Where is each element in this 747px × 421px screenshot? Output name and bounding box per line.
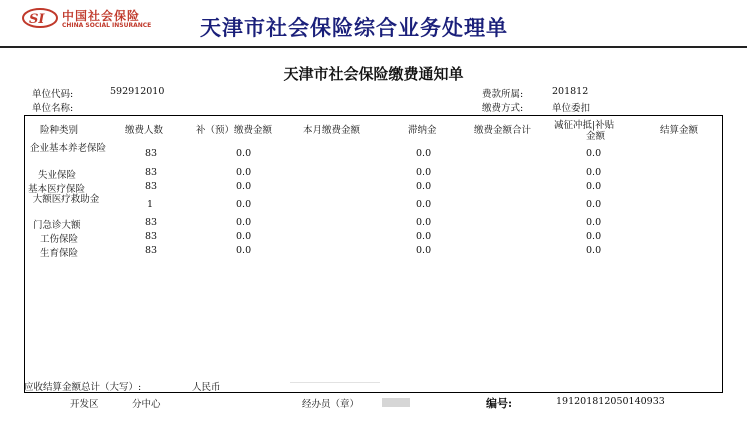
row-prepaid: 0.0 — [236, 245, 252, 256]
svg-text:SI: SI — [29, 12, 45, 27]
row-deduct: 0.0 — [586, 217, 602, 228]
row-headcount: 83 — [145, 231, 158, 242]
col-header-prepaid: 补（预）缴费金额 — [196, 125, 273, 136]
row-deduct: 0.0 — [586, 167, 602, 178]
row-headcount: 83 — [145, 167, 158, 178]
row-late-fee: 0.0 — [416, 245, 432, 256]
col-header-headcount: 缴费人数 — [125, 125, 164, 136]
row-prepaid: 0.0 — [236, 231, 252, 242]
payment-table — [24, 115, 723, 393]
row-deduct: 0.0 — [586, 231, 602, 242]
row-prepaid: 0.0 — [236, 199, 252, 210]
row-deduct: 0.0 — [586, 245, 602, 256]
row-category: 大额医疗救助金 — [32, 194, 100, 205]
row-late-fee: 0.0 — [416, 199, 432, 210]
row-late-fee: 0.0 — [416, 181, 432, 192]
operator-stamp-faded — [382, 398, 410, 407]
row-category: 门急诊大额 — [33, 220, 81, 231]
row-category: 基本医疗保险 — [28, 184, 86, 195]
col-header-current: 本月缴费金额 — [303, 125, 361, 136]
payment-method-label: 缴费方式: — [482, 103, 524, 114]
row-headcount: 83 — [145, 245, 158, 256]
footer-center: 分中心 — [132, 399, 161, 410]
logo-text-cn: 中国社会保险 — [62, 9, 141, 23]
footer-district: 开发区 — [70, 399, 99, 410]
row-deduct: 0.0 — [586, 199, 602, 210]
row-late-fee: 0.0 — [416, 217, 432, 228]
social-insurance-logo — [22, 7, 172, 33]
row-late-fee: 0.0 — [416, 167, 432, 178]
row-late-fee: 0.0 — [416, 148, 432, 159]
row-category: 失业保险 — [38, 170, 77, 181]
total-value: 人民币 — [192, 382, 221, 393]
unit-name-label: 单位名称: — [32, 103, 74, 114]
row-category: 工伤保险 — [40, 234, 79, 245]
row-headcount: 1 — [147, 199, 154, 210]
period-label: 费款所属: — [482, 89, 524, 100]
header-divider — [0, 46, 747, 48]
total-label: 应收结算金额总计（大写）: — [24, 382, 142, 393]
row-headcount: 83 — [145, 181, 158, 192]
footer-serial-value: 191201812050140933 — [556, 396, 665, 407]
row-prepaid: 0.0 — [236, 148, 252, 159]
document-title: 天津市社会保险缴费通知单 — [283, 65, 464, 83]
row-deduct: 0.0 — [586, 148, 602, 159]
unit-code-value: 592912010 — [110, 86, 165, 97]
scan-noise — [290, 382, 380, 383]
row-prepaid: 0.0 — [236, 217, 252, 228]
row-late-fee: 0.0 — [416, 231, 432, 242]
col-header-total: 缴费金额合计 — [474, 125, 532, 136]
period-value: 201812 — [552, 86, 589, 97]
row-prepaid: 0.0 — [236, 167, 252, 178]
payment-method-value: 单位委扣 — [552, 103, 591, 114]
row-category: 企业基本养老保险 — [29, 143, 106, 154]
col-header-category: 险种类别 — [40, 125, 79, 136]
row-category: 生育保险 — [40, 248, 79, 259]
footer-serial-label: 编号: — [486, 397, 513, 410]
row-headcount: 83 — [145, 217, 158, 228]
row-prepaid: 0.0 — [236, 181, 252, 192]
unit-code-label: 单位代码: — [32, 89, 74, 100]
row-deduct: 0.0 — [586, 181, 602, 192]
header-title: 天津市社会保险综合业务处理单 — [200, 15, 508, 40]
col-header-deduct-line1: 减征冲抵|补贴 — [554, 120, 615, 131]
footer-operator-label: 经办员（章） — [302, 399, 360, 410]
col-header-deduct-line2: 金额 — [586, 131, 606, 142]
col-header-late-fee: 滞纳金 — [408, 125, 437, 136]
row-headcount: 83 — [145, 148, 158, 159]
col-header-settle: 结算金额 — [660, 125, 699, 136]
logo-text-en: CHINA SOCIAL INSURANCE — [62, 22, 152, 29]
si-logo-icon — [22, 7, 60, 29]
